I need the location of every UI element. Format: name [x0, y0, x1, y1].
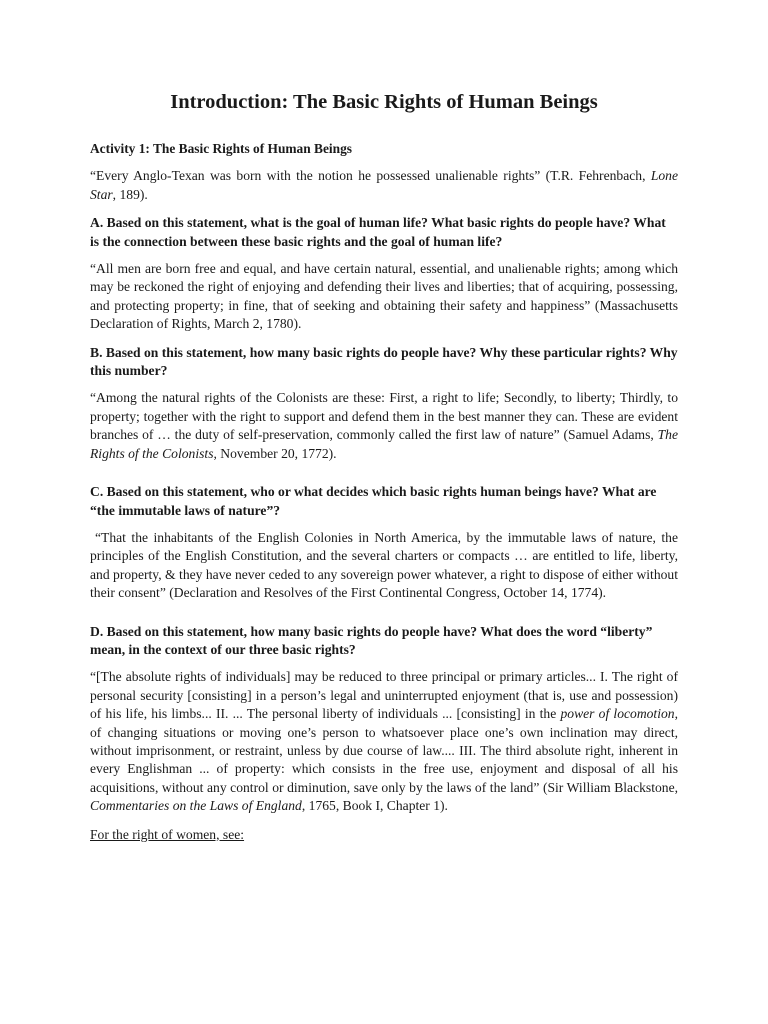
quote-b-italic: The Rights of the Colonists [90, 427, 678, 461]
quote-d-italic-2: Commentaries on the Laws of England [90, 798, 302, 814]
intro-quote-italic: Lone Star [90, 168, 678, 202]
quote-d-italic-1: power of locomotion [560, 706, 675, 722]
quote-b-text: “Among the natural rights of the Colonists are these: First, a right to life; Secondly, to liberty; Thirdly, to property; together with the right to support and defend them in the best manner they can. These are evident branches of … the duty of self-preservation, commonly called the first law of nature” (Samuel Adams, [90, 390, 678, 443]
quote-c: “That the inhabitants of the English Colonies in North America, by the immutable laws of nature, the principles of the English Constitution, and the several charters or compacts … are entitled to life, liberty, and property, & they have never ceded to any sovereign power whatever, a right to dispose of either without their consent” (Declaration and Resolves of the First Continental Congress, October 14, 1774). [90, 529, 678, 601]
activity-heading: Activity 1: The Basic Rights of Human Beings [90, 141, 352, 156]
intro-quote [90, 167, 678, 204]
quote-b [90, 389, 678, 463]
document-page [90, 90, 678, 844]
question-b: B. Based on this statement, how many basic rights do people have? Why these particular rights? Why this number? [90, 344, 678, 379]
quote-a: “All men are born free and equal, and have certain natural, essential, and unalienable rights; among which may be reckoned the right of enjoying and defending their lives and liberties; that of acquiring, possessing, and protecting property; in fine, that of seeking and obtaining their safety and happiness” (Massachusetts Declaration of Rights, March 2, 1780). [90, 261, 678, 332]
quote-d-text-mid: , of changing situations or moving one’s person to whatsoever place one’s own inclination may direct, without imprisonment, or restraint, unless by due course of law.... III. The third absolute right, inherent in every Englishman ... of property: which consists in the free use, enjoyment and disposal of all his acquisitions, without any control or diminution, save only by the laws of the land” (Sir William Blackstone, [90, 706, 678, 795]
question-a: A. Based on this statement, what is the goal of human life? What basic rights do people have? What is the connection between these basic rights and the goal of human life? [90, 215, 666, 249]
quote-d-text: “[The absolute rights of individuals] may be reduced to three principal or primary articles... I. The right of personal security [consisting] in a person’s legal and uninterrupted enjoyment (that is, use and possession) of his life, his limbs... II. ... The personal liberty of individuals ... [consisting] in the [90, 669, 678, 722]
intro-quote-text: “Every Anglo-Texan was born with the notion he possessed unalienable rights” (T.R. Fehrenbach, [90, 168, 651, 184]
question-c: C. Based on this statement, who or what decides which basic rights human beings have? What are “the immutable laws of nature”? [90, 484, 657, 518]
quote-d [90, 668, 678, 815]
quote-b-text-end: , November 20, 1772). [213, 445, 337, 461]
intro-quote-text-end: , 189). [112, 186, 148, 202]
page-title: Introduction: The Basic Rights of Human Beings [170, 91, 598, 113]
quote-d-text-end: , 1765, Book I, Chapter 1). [301, 798, 448, 814]
women-rights-link[interactable]: For the right of women, see: [90, 826, 245, 842]
question-d: D. Based on this statement, how many basic rights do people have? What does the word “liberty” mean, in the context of our three basic rights? [90, 623, 653, 657]
